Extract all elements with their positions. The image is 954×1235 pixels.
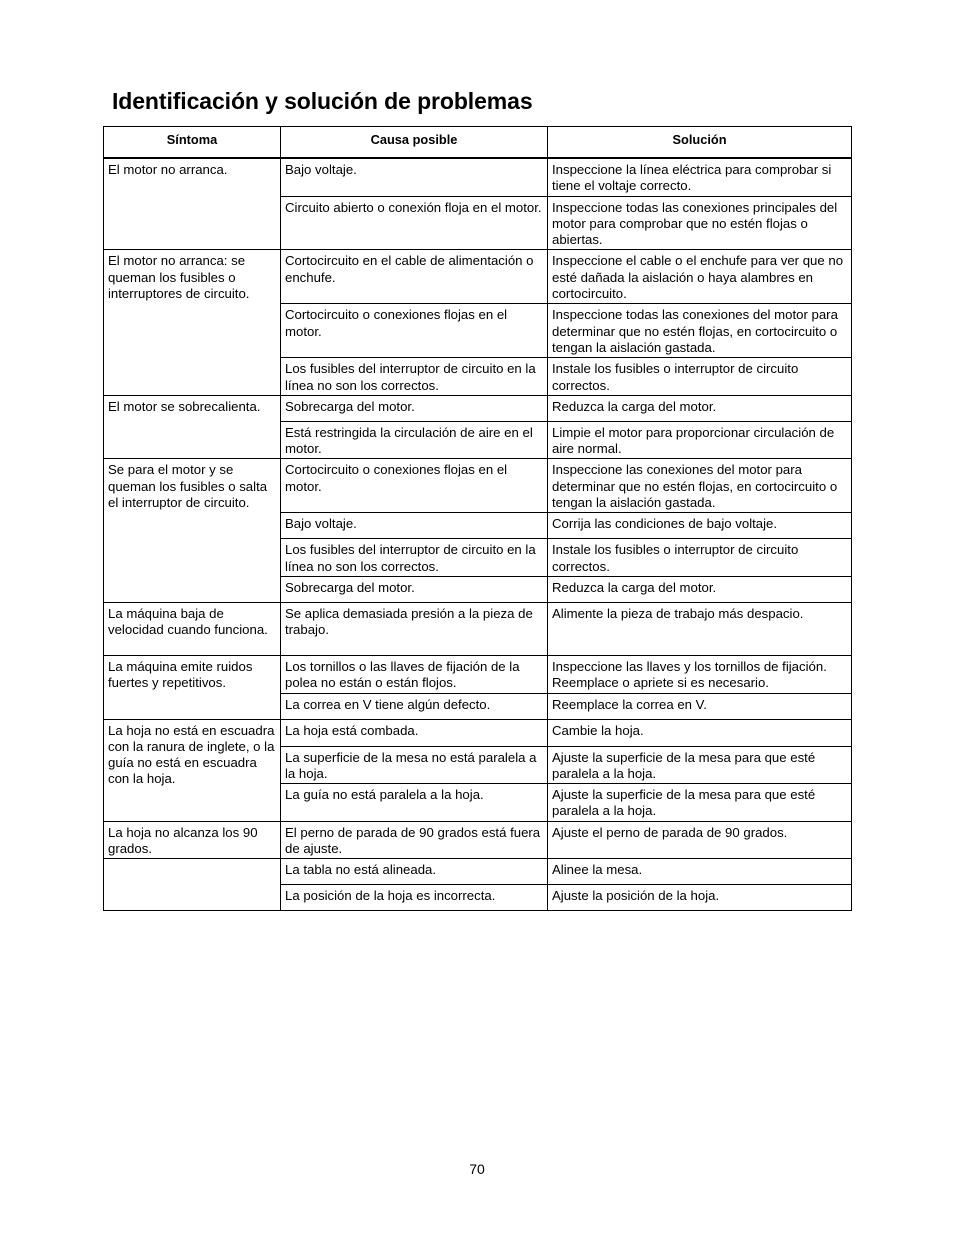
cause-cell: La hoja está combada. (281, 719, 548, 746)
solution-cell: Instale los fusibles o interruptor de circuito correctos. (548, 358, 852, 396)
symptom-cell: La máquina emite ruidos fuertes y repetitivos. (104, 655, 281, 719)
solution-cell: Reduzca la carga del motor. (548, 576, 852, 602)
solution-cell: Ajuste la superficie de la mesa para que esté paralela a la hoja. (548, 784, 852, 822)
solution-cell: Instale los fusibles o interruptor de circuito correctos. (548, 539, 852, 577)
troubleshooting-table (103, 126, 852, 911)
cause-cell: Circuito abierto o conexión floja en el motor. (281, 196, 548, 250)
solution-cell: Alimente la pieza de trabajo más despacio. (548, 602, 852, 655)
header-solution: Solución (548, 127, 852, 159)
table-row (104, 250, 852, 304)
solution-cell: Alinee la mesa. (548, 859, 852, 885)
solution-cell: Ajuste la posición de la hoja. (548, 885, 852, 911)
cause-cell: La guía no está paralela a la hoja. (281, 784, 548, 822)
table-header-row (104, 127, 852, 159)
solution-cell: Corrija las condiciones de bajo voltaje. (548, 513, 852, 539)
cause-cell: Está restringida la circulación de aire en el motor. (281, 421, 548, 459)
cause-cell: Cortocircuito o conexiones flojas en el motor. (281, 459, 548, 513)
solution-cell: Cambie la hoja. (548, 719, 852, 746)
solution-cell: Reemplace la correa en V. (548, 693, 852, 719)
cause-cell: La superficie de la mesa no está paralela a la hoja. (281, 746, 548, 784)
table-body (104, 158, 852, 911)
cause-cell: Bajo voltaje. (281, 513, 548, 539)
table-row (104, 719, 852, 746)
header-cause: Causa posible (281, 127, 548, 159)
cause-cell: Se aplica demasiada presión a la pieza de trabajo. (281, 602, 548, 655)
cause-cell: La tabla no está alineada. (281, 859, 548, 885)
cause-cell: Sobrecarga del motor. (281, 395, 548, 421)
cause-cell: Los tornillos o las llaves de fijación de la polea no están o están flojos. (281, 655, 548, 693)
solution-cell: Limpie el motor para proporcionar circulación de aire normal. (548, 421, 852, 459)
table-row (104, 655, 852, 693)
cause-cell: La correa en V tiene algún defecto. (281, 693, 548, 719)
cause-cell: Sobrecarga del motor. (281, 576, 548, 602)
page-title: Identificación y solución de problemas (112, 88, 533, 114)
header-symptom: Síntoma (104, 127, 281, 159)
symptom-cell: El motor no arranca. (104, 158, 281, 250)
symptom-cell: El motor se sobrecalienta. (104, 395, 281, 459)
solution-cell: Ajuste la superficie de la mesa para que esté paralela a la hoja. (548, 746, 852, 784)
solution-cell: Inspeccione todas las conexiones principales del motor para comprobar que no estén flojas o abiertas. (548, 196, 852, 250)
solution-cell: Inspeccione las conexiones del motor para determinar que no estén flojas, en cortocircuito o tengan la aislación gastada. (548, 459, 852, 513)
solution-cell: Inspeccione las llaves y los tornillos de fijación. Reemplace o apriete si es necesario. (548, 655, 852, 693)
table-row (104, 602, 852, 655)
page-number: 70 (469, 1161, 485, 1177)
cause-cell: La posición de la hoja es incorrecta. (281, 885, 548, 911)
symptom-cell: La hoja no alcanza los 90 grados. (104, 821, 281, 859)
table-row (104, 158, 852, 196)
cause-cell: Los fusibles del interruptor de circuito en la línea no son los correctos. (281, 358, 548, 396)
symptom-cell: El motor no arranca: se queman los fusibles o interruptores de circuito. (104, 250, 281, 395)
cause-cell: El perno de parada de 90 grados está fuera de ajuste. (281, 821, 548, 859)
cause-cell: Cortocircuito en el cable de alimentación o enchufe. (281, 250, 548, 304)
symptom-cell: La hoja no está en escuadra con la ranura de inglete, o la guía no está en escuadra con la hoja. (104, 719, 281, 821)
table-row (104, 821, 852, 859)
solution-cell: Inspeccione el cable o el enchufe para ver que no esté dañada la aislación o haya alambres en cortocircuito. (548, 250, 852, 304)
symptom-cell: La máquina baja de velocidad cuando funciona. (104, 602, 281, 655)
solution-cell: Ajuste el perno de parada de 90 grados. (548, 821, 852, 859)
cause-cell: Los fusibles del interruptor de circuito en la línea no son los correctos. (281, 539, 548, 577)
symptom-cell: Se para el motor y se queman los fusibles o salta el interruptor de circuito. (104, 459, 281, 602)
solution-cell: Inspeccione todas las conexiones del motor para determinar que no estén flojas, en cortocircuito o tengan la aislación gastada. (548, 304, 852, 358)
cause-cell: Cortocircuito o conexiones flojas en el motor. (281, 304, 548, 358)
table-row (104, 459, 852, 513)
cause-cell: Bajo voltaje. (281, 158, 548, 196)
solution-cell: Inspeccione la línea eléctrica para comprobar si tiene el voltaje correcto. (548, 158, 852, 196)
symptom-cell (104, 859, 281, 911)
table-row (104, 859, 852, 885)
solution-cell: Reduzca la carga del motor. (548, 395, 852, 421)
table-row (104, 395, 852, 421)
